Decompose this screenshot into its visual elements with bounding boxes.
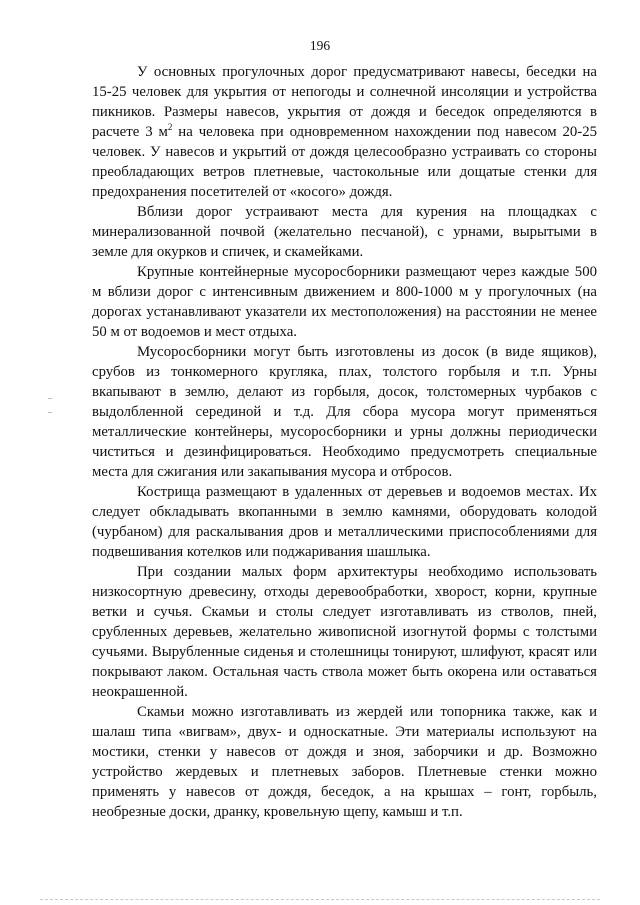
- margin-mark: [48, 398, 52, 399]
- paragraph: При создании малых форм архитектуры необходимо использовать низкосортную древесину, отходы деревообработки, хворост, корни, крупные ветки и сучья. Скамьи и столы следует изготавливать из стволов, пней, срубленных деревьев, желательно живописной изогнутой формы с толстыми сучьями. Вырубленные сиденья и столешницы тонируют, шлифуют, красят или покрывают лаком. Остальная часть ствола может быть окорена или оставаться неокрашенной.: [92, 564, 597, 700]
- paragraph: [92, 62, 597, 202]
- paragraph: Крупные контейнерные мусоросборники размещают через каждые 500 м вблизи дорог с интенсивным движением и 800-1000 м у прогулочных (на дорогах устанавливают указатели их местоположения) на расстоянии не менее 50 м от водоемов и мест отдыха.: [92, 264, 597, 340]
- paragraph: Вблизи дорог устраивают места для курения на площадках с минерализованной почвой (желательно песчаной), с урнами, вырытыми в земле для окурков и спичек, и скамейками.: [92, 204, 597, 260]
- paragraph-text: на человека при одновременном нахождении под навесом 20-25 человек. У навесов и укрытий от дождя целесообразно устраивать со стороны преобладающих ветров плетневые, частокольные или дощатые стенки для предохранения посетителей от «косого» дождя.: [92, 124, 597, 200]
- paragraph-text: У основных прогулочных дорог предусматривают навесы, беседки на 15-25 человек для укрытия от непогоды и солнечной инсоляции и устройства пикников. Размеры навесов, укрытия от дождя и беседок определяются в расчете 3 м: [92, 64, 597, 140]
- paragraph: Скамьи можно изготавливать из жердей или топорника также, как и шалаш типа «вигвам», двух- и односкатные. Эти материалы используют на мостики, стенки у навесов от дождя и зноя, заборчики и др. Возможно устройство жердевых и плетневых заборов. Плетневые стенки можно применять у навесов от дождя, беседок, а на крышах – гонт, горбыль, необрезные доски, дранку, кровельную щепу, камыш и т.п.: [92, 704, 597, 820]
- paragraph: Кострища размещают в удаленных от деревьев и водоемов местах. Их следует обкладывать вкопанными в землю камнями, оборудовать колодой (чурбаном) для раскалывания дров и металлическими приспособлениями для подвешивания котелков или поджаривания шашлыка.: [92, 484, 597, 560]
- document-body: [92, 62, 597, 822]
- superscript: 2: [167, 122, 173, 132]
- paragraph: Мусоросборники могут быть изготовлены из досок (в виде ящиков), срубов из тонкомерного кругляка, плах, толстого горбыля и т.п. Урны вкапывают в землю, делают из горбыля, досок, толстомерных чурбаков с выдолбленной серединой и т.д. Для сбора мусора могут применяться металлические контейнеры, мусоросборники и урны должны периодически чиститься и дезинфицироваться. Необходимо предусмотреть специальные места для сжигания или закапывания мусора и отбросов.: [92, 344, 597, 480]
- margin-mark: [48, 412, 52, 413]
- page-number: 196: [309, 38, 331, 53]
- scan-edge-artifact: [40, 899, 600, 902]
